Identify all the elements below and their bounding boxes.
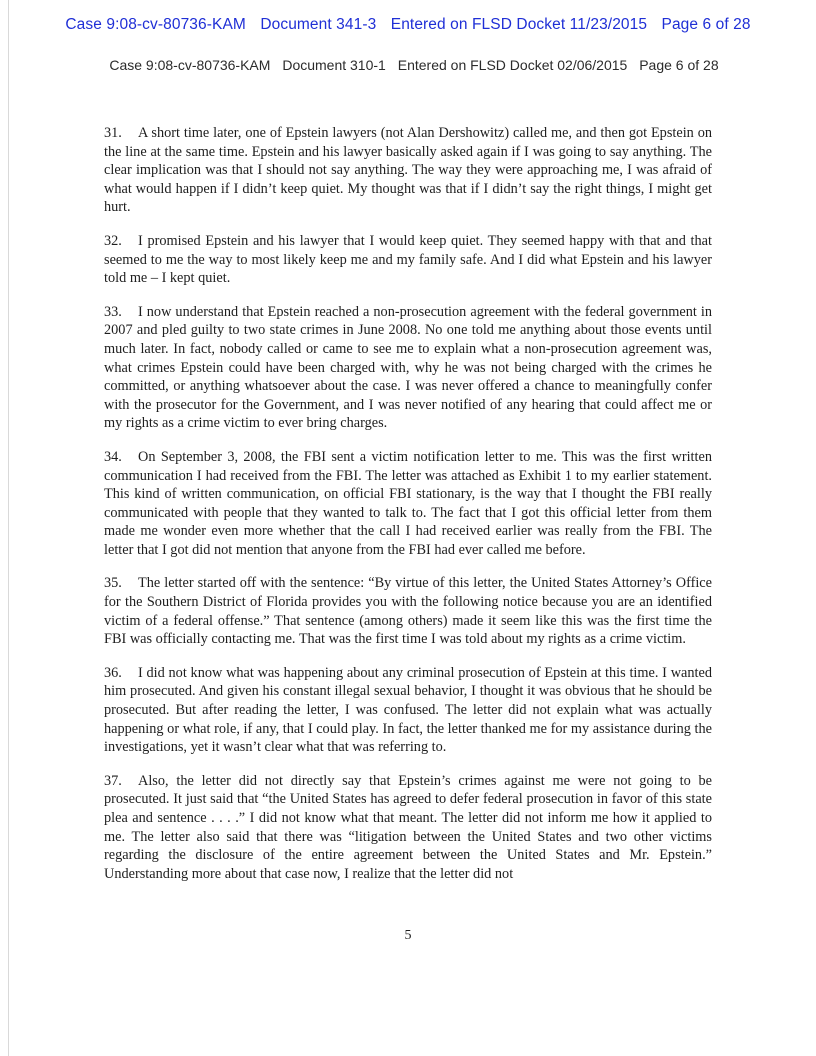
stamp-entered-date: Entered on FLSD Docket 11/23/2015 xyxy=(390,16,648,33)
paragraph-text: On September 3, 2008, the FBI sent a victim notification letter to me. This was the first written communication I had received from the FBI. The letter was attached as Exhibit 1 to my earlier statement. This kind of written communication, on official FBI stationary, is the way that I thought the FBI really communicated with people that they wanted to talk to. The fact that I got this official letter from them made me wonder even more whether that the call I had received earlier was really from the FBI. The letter that I got did not mention that anyone from the FBI had ever called me before. xyxy=(104,448,712,558)
paragraph-36 xyxy=(104,664,712,757)
paragraph-text: The letter started off with the sentence: “By virtue of this letter, the United States Attorney’s Office for the Southern District of Florida provides you with the following notice because you are an identified victim of a federal offense.” That sentence (among others) made it seem like this was the first time the FBI was officially contacting me. That was the first time I was told about my rights as a crime victim. xyxy=(104,575,712,648)
court-filing-stamp xyxy=(0,16,816,34)
paragraph-text: Also, the letter did not directly say that Epstein’s crimes against me were not going to be prosecuted. It just said that “the United States has agreed to defer federal prosecution in favor of this state plea and sentence . . . .” I did not know what that meant. The letter did not inform me how it applied to me. The letter also said that there was “litigation between the United States and two other victims regarding the disclosure of the entire agreement between the United States and Mr. Epstein.” Understanding more about that case now, I realize that the letter did not xyxy=(104,772,712,882)
original-page-count: Page 6 of 28 xyxy=(639,57,719,73)
original-case-number: Case 9:08-cv-80736-KAM xyxy=(109,57,271,73)
paragraph-number: 35. xyxy=(104,575,122,592)
original-document-number: Document 310-1 xyxy=(282,57,386,73)
paragraph-35 xyxy=(104,574,712,648)
document-body xyxy=(104,124,712,898)
paragraph-34 xyxy=(104,448,712,560)
stamp-case-number: Case 9:08-cv-80736-KAM xyxy=(65,16,246,33)
paragraph-text: I now understand that Epstein reached a non-prosecution agreement with the federal government in 2007 and pled guilty to two state crimes in June 2008. No one told me anything about those events until much later. In fact, nobody called or came to see me to explain what a non-prosecution agreement was, what crimes Epstein could have been charged with, why he was not being charged with the crimes he committed, or anything whatsoever about the case. I was never offered a chance to meaningfully confer with the prosecutor for the Government, and I was never notified of any hearing that could affect me or my rights as a crime victim to ever bring charges. xyxy=(104,303,712,432)
paragraph-33 xyxy=(104,303,712,433)
page-number: 5 xyxy=(404,928,412,943)
paragraph-text: I did not know what was happening about any criminal prosecution of Epstein at this time. I wanted him prosecuted. And given his constant illegal sexual behavior, I thought it was obvious that he should be prosecuted. But after reading the letter, I was confused. The letter did not explain what was actually happening or what role, if any, that I could play. In fact, the letter thanked me for my assistance during the investigations, yet it wasn’t clear what that was referring to. xyxy=(104,664,712,756)
paragraph-number: 36. xyxy=(104,664,122,681)
original-entered-date: Entered on FLSD Docket 02/06/2015 xyxy=(397,57,628,73)
paragraph-number: 37. xyxy=(104,772,122,789)
paragraph-32 xyxy=(104,232,712,288)
paragraph-31 xyxy=(104,124,712,217)
original-filing-header xyxy=(0,57,816,73)
paragraph-text: I promised Epstein and his lawyer that I would keep quiet. They seemed happy with that and that seemed to me the way to most likely keep me and my family safe. And I did what Epstein and his lawyer told me – I kept quiet. xyxy=(104,232,712,287)
paragraph-text: A short time later, one of Epstein lawyers (not Alan Dershowitz) called me, and then got Epstein on the line at the same time. Epstein and his lawyer basically asked again if I was going to say anything. The clear implication was that I should not say anything. The way they were approaching me, I was afraid of what would happen if I didn’t keep quiet. My thought was that if I didn’t say the right things, I might get hurt. xyxy=(104,125,712,216)
paragraph-number: 31. xyxy=(104,125,122,141)
paragraph-number: 33. xyxy=(104,303,122,320)
stamp-page-count: Page 6 of 28 xyxy=(661,16,751,33)
paragraph-37 xyxy=(104,772,712,884)
page-edge-rule xyxy=(8,0,9,1056)
paragraph-number: 32. xyxy=(104,232,122,249)
stamp-document-number: Document 341-3 xyxy=(260,16,377,33)
paragraph-number: 34. xyxy=(104,448,122,465)
